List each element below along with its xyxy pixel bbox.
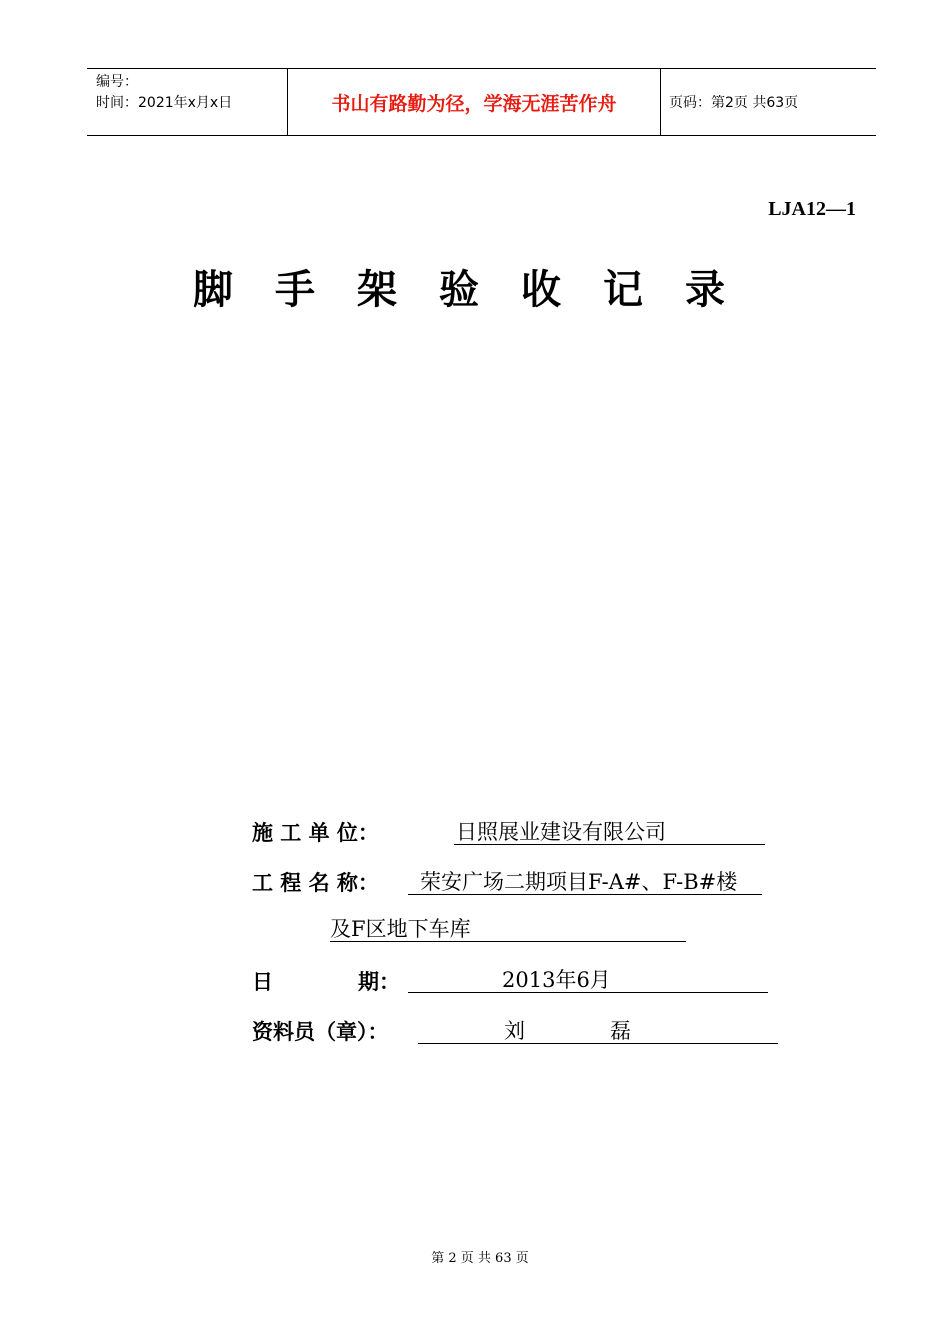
date-value-line (408, 963, 768, 993)
construction-unit-value: 日照展业建设有限公司 (456, 820, 666, 844)
date-label-first: 日 (252, 969, 273, 994)
footer-page-number: 第 2 页 共 63 页 (431, 1251, 529, 1266)
clerk-label: 资料员（章）： (252, 1019, 389, 1044)
header-page-cell (661, 69, 876, 135)
date-label-second: 期： (358, 969, 400, 994)
clerk-value-surname: 刘 (504, 1019, 525, 1043)
header-table (87, 68, 876, 136)
page-title: 脚手架验收记录 (193, 266, 767, 313)
serial-number-label: 编号： (96, 74, 138, 90)
header-motto-cell (287, 69, 661, 135)
project-name-value-1: 荣安广场二期项目F-A#、F-B#楼 (420, 870, 738, 894)
page-number-label: 页码：第2页 共63页 (669, 95, 799, 111)
date-value: 2013年6月 (502, 968, 611, 992)
project-name-value-2: 及F区地下车库 (330, 917, 471, 941)
document-code: LJA12—1 (768, 198, 856, 220)
project-name-label: 工 程 名 称： (252, 870, 379, 895)
header-meta (87, 69, 287, 135)
project-name-line-2 (330, 912, 686, 942)
project-name-line-1 (408, 865, 762, 895)
clerk-value-line (418, 1014, 778, 1044)
construction-unit-label: 施 工 单 位： (252, 820, 379, 845)
time-label: 时间：2021年x月x日 (96, 95, 233, 111)
clerk-value-given-name: 磊 (610, 1019, 631, 1043)
motto-text: 书山有路勤为径，学海无涯苦作舟 (331, 92, 617, 115)
construction-unit-value-line (454, 815, 765, 845)
